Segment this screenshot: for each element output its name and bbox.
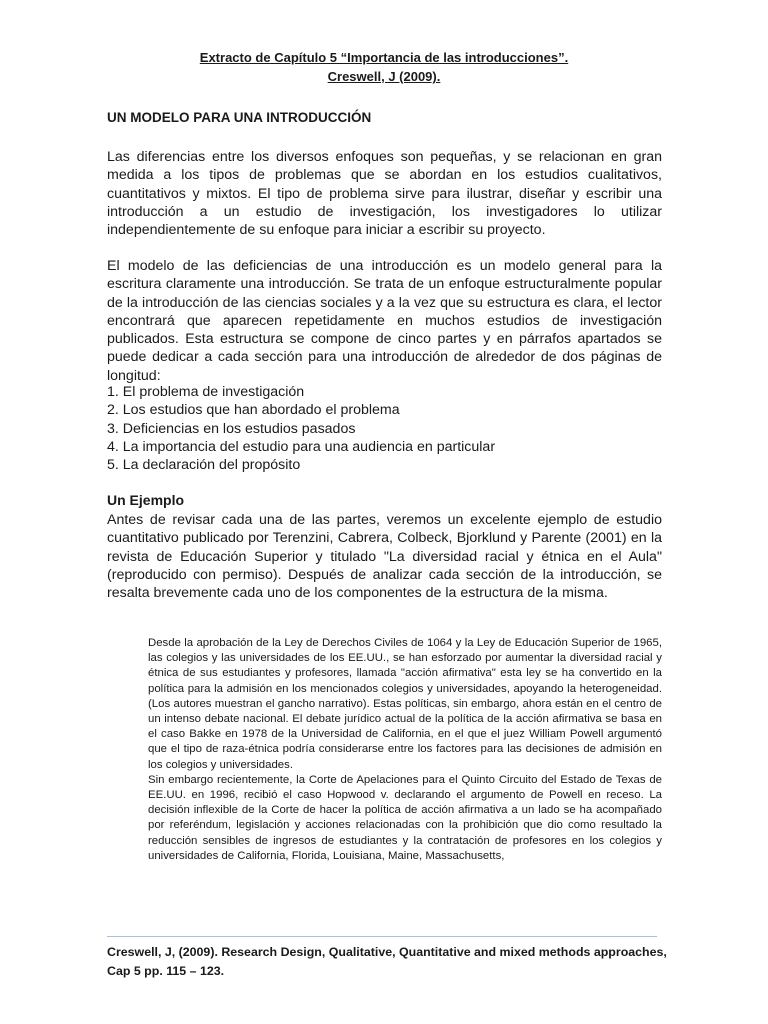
section-title: UN MODELO PARA UNA INTRODUCCIÓN bbox=[107, 110, 372, 125]
list-item: 1. El problema de investigación bbox=[107, 384, 305, 400]
example-title: Un Ejemplo bbox=[107, 492, 185, 508]
structure-list bbox=[107, 383, 662, 474]
quote-paragraph-2: Sin embargo recientemente, la Corte de Apelaciones para el Quinto Circuito del Estado de Texas de EE.UU. en 1996, recibió el caso Hopwood v. declarando el argumento de Powell en receso. La decisión inflexible de la Corte de hacer la política de acción afirmativa a un lado se ha acompañado por referéndum, legislación y acciones relacionadas con la prohibición que dio como resultado la reducción sensibles de ingresos de estudiantes y la contratación de profesores en los colegios y universidades de California, Florida, Louisiana, Maine, Massachusetts, bbox=[148, 773, 662, 862]
footer-divider bbox=[107, 936, 657, 937]
list-item: 4. La importancia del estudio para una audiencia en particular bbox=[107, 438, 496, 455]
footer-line-1: Creswell, J, (2009). Research Design, Qualitative, Quantitative and mixed methods approaches, bbox=[107, 945, 667, 959]
header-citation: Creswell, J (2009). bbox=[327, 69, 441, 84]
paragraph-example: Antes de revisar cada una de las partes, veremos un excelente ejemplo de estudio cuantitativo publicado por Terenzini, Cabrera, Colbeck, Bjorklund y Parente (2001) en la revista de Educación Superior y titulado "La diversidad racial y étnica en el Aula" (reproducido con permiso). Después de analizar cada sección de la introducción, se resalta brevemente cada uno de los componentes de la estructura de la misma. bbox=[107, 512, 662, 602]
list-item: 2. Los estudios que han abordado el problema bbox=[107, 402, 400, 419]
footer-reference bbox=[107, 943, 667, 981]
footer-line-2: Cap 5 pp. 115 – 123. bbox=[107, 964, 225, 978]
paragraph-model: El modelo de las deficiencias de una introducción es un modelo general para la escritura claramente una introducción. Se trata de un enfoque estructuralmente popular de la introducción de las ciencias sociales y a la vez que su estructura es clara, el lector encontrará que aparecen repetidamente en muchos estudios de investigación publicados. Esta estructura se compone de cinco partes y en párrafos apartados se puede dedicar a cada sección para una introducción de alrededor de dos páginas de longitud: bbox=[107, 258, 662, 384]
block-quote bbox=[148, 636, 662, 864]
paragraph-differences: Las diferencias entre los diversos enfoques son pequeñas, y se relacionan en gran medida a los tipos de problemas que se abordan en los estudios cualitativos, cuantitativos y mixtos. El tipo de problema sirve para ilustrar, diseñar y escribir una introducción a un estudio de investigación, los investigadores lo utilizar independientemente de su enfoque para iniciar a escribir su proyecto. bbox=[107, 149, 662, 239]
quote-paragraph-1: Desde la aprobación de la Ley de Derechos Civiles de 1064 y la Ley de Educación Superior de 1965, las colegios y las universidades de los EE.UU., se han esforzado por aumentar la diversidad racial y étnica de sus estudiantes y profesores, llamada "acción afirmativa" esta ley se ha convertido en la política para la admisión en los mencionados colegios y universidades, apoyando la heterogeneidad. (Los autores muestran el gancho narrativo). Estas políticas, sin embargo, ahora están en el centro de un intenso debate nacional. El debate jurídico actual de la política de la acción afirmativa se basa en el caso Bakke en 1978 de la Universidad de California, en el que el juez William Powell argumentó que el tipo de raza-étnica podría considerarse entre los factores para las decisiones de admisión en los colegios y universidades. bbox=[148, 637, 662, 771]
header-title: Extracto de Capítulo 5 “Importancia de las introducciones”. bbox=[199, 50, 569, 65]
document-header bbox=[0, 48, 768, 86]
list-item: 5. La declaración del propósito bbox=[107, 457, 301, 474]
list-item: 3. Deficiencias en los estudios pasados bbox=[107, 420, 356, 437]
